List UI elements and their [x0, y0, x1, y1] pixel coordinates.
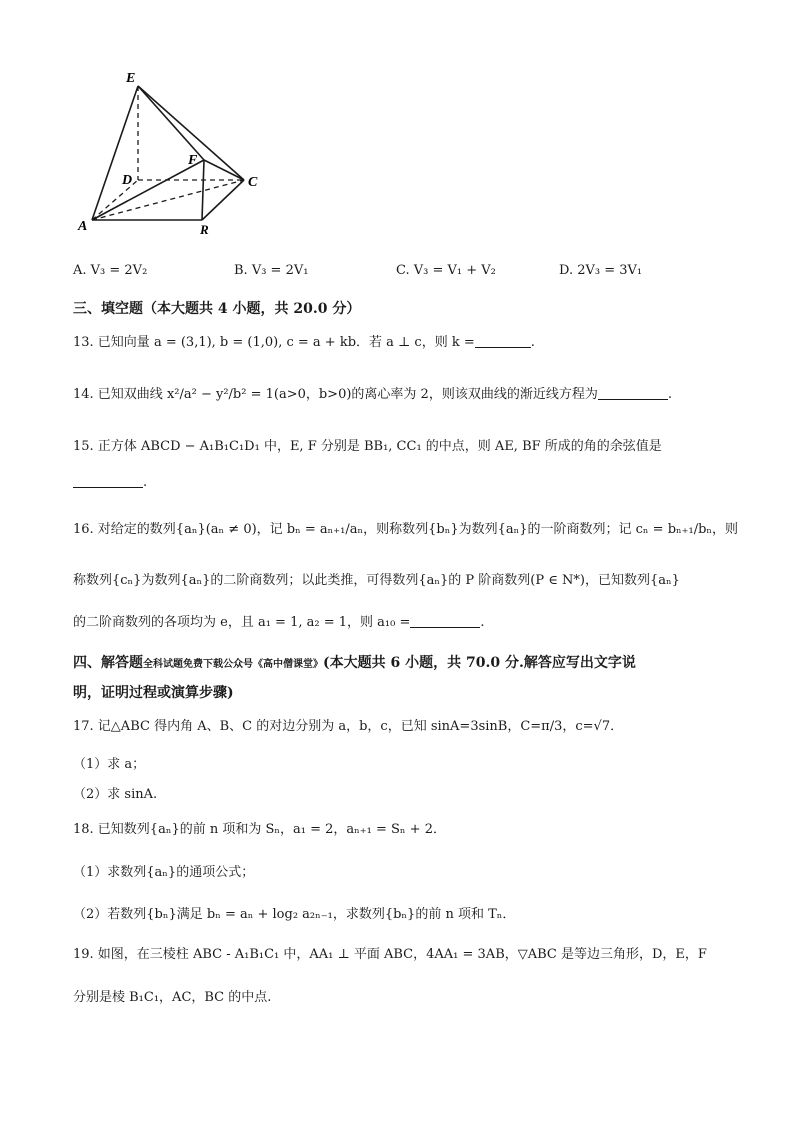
label-E: E [126, 71, 136, 86]
section3-heading: 三、填空题（本大题共 4 小题，共 20.0 分） [73, 301, 361, 317]
q13-blank [475, 347, 531, 348]
option-b: B. V₃ = 2V₁ [234, 263, 309, 278]
q13-text: 13. 已知向量 a = (3,1), b = (1,0), c = a + kb．若 a ⊥ c，则 k = [73, 335, 475, 350]
q17-part2: （2）求 sinA. [73, 787, 158, 802]
q15-line1: 15. 正方体 ABCD − A₁B₁C₁D₁ 中，E, F 分别是 BB₁, CC₁ 的中点，则 AE, BF 所成的角的余弦值是 [73, 439, 662, 454]
q13: 13. 已知向量 a = (3,1), b = (1,0), c = a + kb．若 a ⊥ c，则 k = . [73, 335, 535, 350]
q16-text: 的二阶商数列的各项均为 e，且 a₁ = 1, a₂ = 1，则 a₁₀ = [73, 615, 411, 630]
label-B: R [200, 222, 209, 237]
q16-line3: 的二阶商数列的各项均为 e，且 a₁ = 1, a₂ = 1，则 a₁₀ = . [73, 615, 485, 630]
q18-part2: （2）若数列{bₙ}满足 bₙ = aₙ + log₂ a₂ₙ₋₁，求数列{bₙ}的前 n 项和 Tₙ． [73, 907, 516, 922]
edge-EF [138, 86, 204, 160]
q14-blank [598, 399, 668, 400]
section4-heading: 四、解答题全科试题免费下载公众号《高中僧课堂》(本大题共 6 小题，共 70.0 分.解答应写出文字说 [73, 655, 636, 671]
pyramid-figure [70, 60, 280, 240]
q15-blank [73, 487, 143, 488]
label-A: A [78, 219, 88, 234]
q16-blank [410, 627, 480, 628]
q19-line2: 分别是棱 B₁C₁，AC，BC 的中点. [73, 990, 272, 1005]
q18-text: 18. 已知数列{aₙ}的前 n 项和为 Sₙ，a₁ = 2，aₙ₊₁ = Sₙ + 2． [73, 822, 446, 837]
q14: 14. 已知双曲线 x²/a² − y²/b² = 1(a>0，b>0)的离心率为 2，则该双曲线的渐近线方程为 . [73, 387, 672, 402]
label-C: C [248, 175, 258, 190]
q16-line2: 称数列{cₙ}为数列{aₙ}的二阶商数列；以此类推，可得数列{aₙ}的 P 阶商数列(P ∈ N*)，已知数列{aₙ} [73, 573, 680, 588]
section4-heading-2: 明，证明过程或演算步骤) [73, 685, 234, 701]
ad-text: 全科试题免费下载公众号《高中僧课堂》 [143, 659, 323, 670]
q18-part1: （1）求数列{aₙ}的通项公式； [73, 865, 255, 880]
q17-text: 17. 记△ABC 得内角 A、B、C 的对边分别为 a，b，c，已知 sinA=3sinB，C=π/3，c=√7． [73, 719, 624, 734]
q17-part1: （1）求 a； [73, 757, 146, 772]
option-c: C. V₃ = V₁ + V₂ [396, 263, 496, 278]
label-D: D [122, 173, 133, 188]
option-d: D. 2V₃ = 3V₁ [559, 263, 643, 278]
q15-line2: . [73, 474, 147, 492]
label-F: F [188, 153, 198, 168]
option-a: A. V₃ = 2V₂ [73, 263, 148, 278]
q14-text: 14. 已知双曲线 x²/a² − y²/b² = 1(a>0，b>0)的离心率为 2，则该双曲线的渐近线方程为 [73, 387, 598, 402]
q16-line1: 16. 对给定的数列{aₙ}(aₙ ≠ 0)，记 bₙ = aₙ₊₁/aₙ，则称数列{bₙ}为数列{aₙ}的一阶商数列；记 cₙ = bₙ₊₁/bₙ，则 [73, 522, 739, 537]
edge-BF [202, 160, 204, 220]
q19-line1: 19. 如图，在三棱柱 ABC - A₁B₁C₁ 中，AA₁ ⊥ 平面 ABC，4AA₁ = 3AB，▽ABC 是等边三角形，D，E，F [73, 947, 707, 962]
